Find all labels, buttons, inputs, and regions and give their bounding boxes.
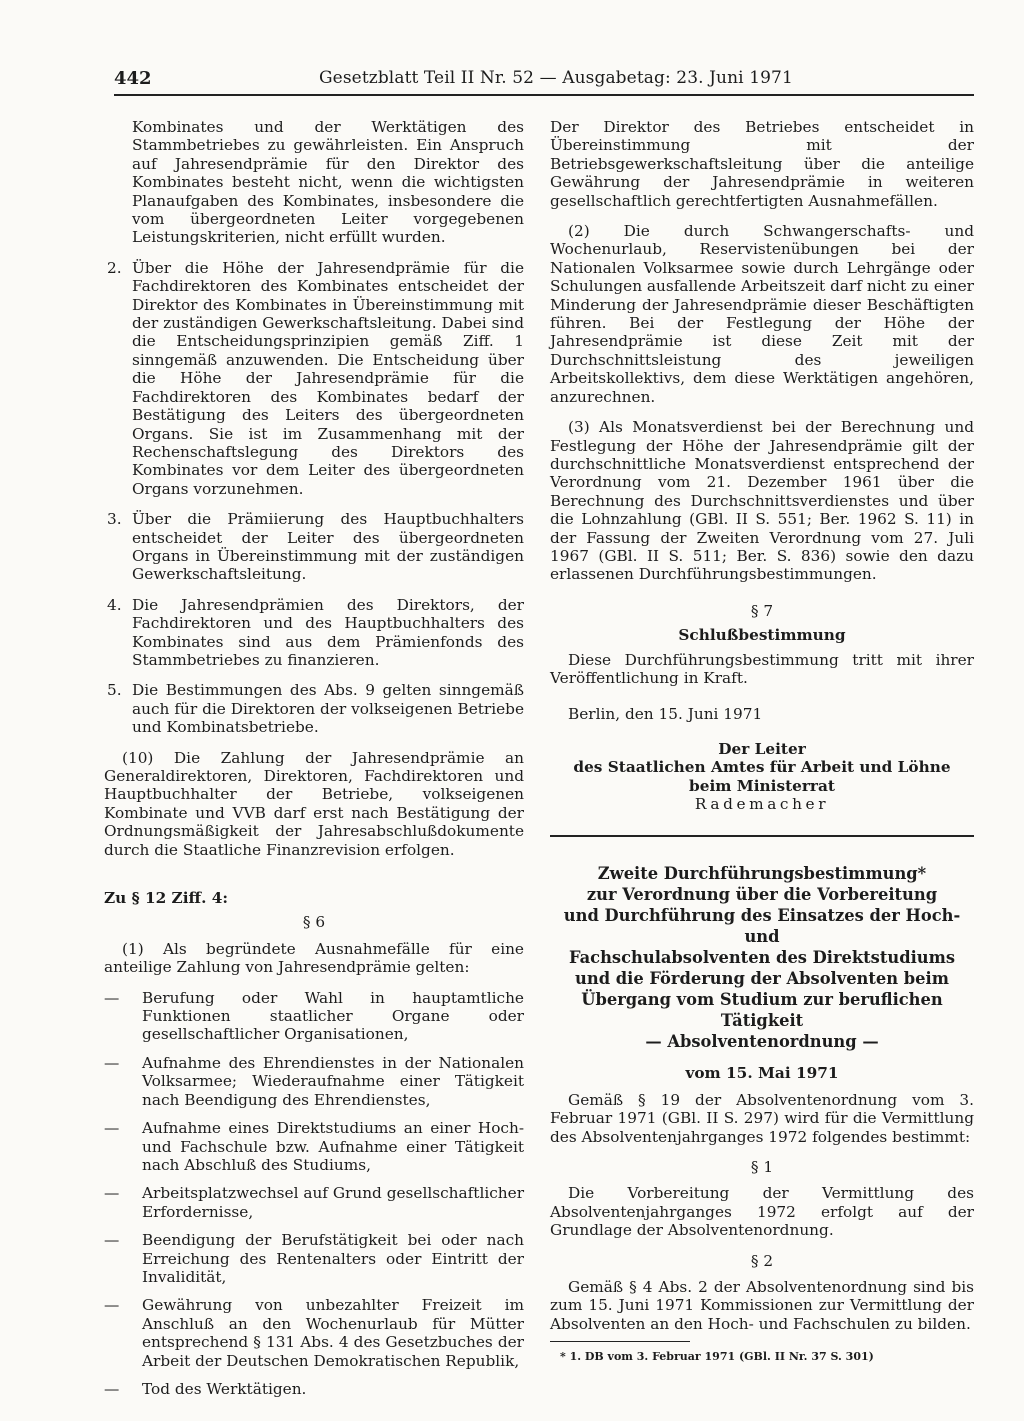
section-1-heading: § 1 bbox=[750, 1158, 774, 1177]
list-item: — Gewährung von unbezahlter Freizeit im Anschluß an den Wochenurlaub für Mütter entsprechend § 131 Abs. 4 des Gesetzbuches der Arbeit der Deutschen Demokratischen Republik, bbox=[104, 1296, 524, 1370]
list-number: 3. bbox=[107, 510, 122, 529]
list-item: — Berufung oder Wahl in hauptamtliche Funktionen staatlicher Organe oder gesellschaftlicher Organisationen, bbox=[104, 988, 524, 1044]
title-line: Zweite Durchführungsbestimmung* bbox=[597, 864, 927, 884]
continued-paragraph: Kombinates und der Werktätigen des Stammbetriebes zu gewährleisten. Ein Anspruch auf Jahresendprämie für den Direktor des Kombinates besteht nicht, wenn die wichtigsten Planaufgaben des Kombinates, insbesondere die vom übergeordneten Leiter vorgegebenen Leistungskriterien, nicht erfüllt wurden. bbox=[132, 118, 524, 247]
footnote: * 1. DB vom 3. Februar 1971 (GBl. II Nr. 37 S. 301) bbox=[560, 1350, 874, 1364]
list-number: 2. bbox=[107, 258, 122, 277]
title-line: Fachschulabsolventen des Direktstudiums bbox=[568, 948, 956, 968]
title-line: und die Förderung der Absolventen beim bbox=[575, 969, 949, 989]
list-text: Aufnahme des Ehrendienstes in der Nationalen Volksarmee; Wiederaufnahme einer Tätigkeit nach Beendigung des Ehrendienstes, bbox=[142, 1053, 524, 1109]
footnote-divider bbox=[550, 1341, 690, 1342]
section-1-text: Die Vorbereitung der Vermittlung des Absolventenjahrganges 1972 erfolgt auf der Grundlage der Absolventenordnung. bbox=[550, 1184, 974, 1240]
list-text: Berufung oder Wahl in hauptamtliche Funktionen staatlicher Organe oder gesellschaftlicher Organisationen, bbox=[142, 988, 524, 1044]
intro-paragraph: Gemäß § 19 der Absolventenordnung vom 3. Februar 1971 (GBl. II S. 297) wird für die Vermittlung des Absolventenjahrganges 1972 folgendes bestimmt: bbox=[550, 1090, 974, 1146]
title-line: und Durchführung des Einsatzes der Hoch- und bbox=[563, 906, 961, 947]
list-text: Die Bestimmungen des Abs. 9 gelten sinngemäß auch für die Direktoren der volkseigenen Betriebe und Kombinatsbetriebe. bbox=[132, 681, 524, 737]
list-item: — Tod des Werktätigen. bbox=[104, 1379, 307, 1398]
signature-block bbox=[550, 740, 974, 795]
section-2-heading: § 2 bbox=[750, 1251, 774, 1270]
section-divider bbox=[550, 835, 974, 837]
document-date: vom 15. Mai 1971 bbox=[685, 1064, 839, 1083]
list-text: Gewährung von unbezahlter Freizeit im Anschluß an den Wochenurlaub für Mütter entsprechend § 131 Abs. 4 des Gesetzbuches der Arbeit der Deutschen Demokratischen Republik, bbox=[142, 1296, 524, 1370]
section-6-paragraph-1: (1) Als begründete Ausnahmefälle für eine anteilige Zahlung von Jahresendprämie gelten: bbox=[104, 939, 524, 977]
paragraph: Der Direktor des Betriebes entscheidet in Übereinstimmung mit der Betriebsgewerkschaftsleitung über die anteilige Gewährung der Jahresendprämie in weiteren gesellschaftlich gerechtfertigten Ausnahmefällen. bbox=[550, 118, 974, 210]
list-item bbox=[104, 596, 524, 670]
page-number: 442 bbox=[114, 68, 152, 89]
paragraph-3: (3) Als Monatsverdienst bei der Berechnung und Festlegung der Höhe der Jahresendprämie gilt der durchschnittliche Monatsverdienst entsprechend der Verordnung vom 21. Dezember 1961 über die Berechnung des Durchschnittsverdienstes und über die Lohnzahlung (GBl. II S. 551; Ber. 1962 S. 11) in der Fassung der Zweiten Verordnung vom 27. Juli 1967 (GBl. II S. 511; Ber. S. 836) sowie den dazu erlassenen Durchführungsbestimmungen. bbox=[550, 418, 974, 584]
header-title: Gesetzblatt Teil II Nr. 52 — Ausgabetag: 23. Juni 1971 bbox=[319, 68, 793, 88]
right-column bbox=[550, 118, 974, 1367]
signature-line: Der Leiter bbox=[718, 739, 806, 758]
list-text: Die Jahresendprämien des Direktors, der Fachdirektoren und des Hauptbuchhalters des Kombinates sind aus dem Prämienfonds des Stammbetriebes zu finanzieren. bbox=[132, 595, 524, 669]
list-text: Arbeitsplatzwechsel auf Grund gesellschaftlicher Erfordernisse, bbox=[142, 1184, 525, 1221]
list-item: — Arbeitsplatzwechsel auf Grund gesellschaftlicher Erfordernisse, bbox=[104, 1184, 525, 1221]
paragraph-10: (10) Die Zahlung der Jahresendprämie an Generaldirektoren, Direktoren, Fachdirektoren und Hauptbuchhalter der Betriebe, volkseigenen Kombinate und VVB darf erst nach Bestätigung der Ordnungsmäßigkeit der Jahresabschlußdokumente durch die Staatliche Finanzrevision erfolgen. bbox=[104, 748, 524, 859]
section-7-text: Diese Durchführungsbestimmung tritt mit ihrer Veröffentlichung in Kraft. bbox=[550, 650, 974, 687]
page-header bbox=[114, 62, 974, 96]
section-7-title: Schlußbestimmung bbox=[678, 626, 846, 645]
list-item: — Beendigung der Berufstätigkeit bei oder nach Erreichung des Rentenalters oder Eintritt der Invalidität, bbox=[104, 1231, 524, 1286]
section-reference: Zu § 12 Ziff. 4: bbox=[104, 889, 229, 908]
section-2-text: Gemäß § 4 Abs. 2 der Absolventenordnung sind bis zum 15. Juni 1971 Kommissionen zur Vermittlung der Absolventen an den Hoch- und Fachschulen zu bilden. bbox=[550, 1278, 974, 1333]
signature-line: beim Ministerrat bbox=[689, 776, 835, 795]
list-number: 5. bbox=[107, 681, 122, 700]
title-line: — Absolventenordnung — bbox=[645, 1032, 879, 1052]
signature-name: Rademacher bbox=[694, 795, 830, 813]
section-7-heading: § 7 bbox=[750, 601, 774, 620]
list-item: — Aufnahme des Ehrendienstes in der Nationalen Volksarmee; Wiederaufnahme einer Tätigkeit nach Beendigung des Ehrendienstes, bbox=[104, 1053, 524, 1109]
list-item: — Aufnahme eines Direktstudiums an einer Hoch- und Fachschule bzw. Aufnahme einer Tätigkeit nach Abschluß des Studiums, bbox=[104, 1119, 524, 1174]
signature-line: des Staatlichen Amtes für Arbeit und Löhne bbox=[573, 758, 951, 777]
list-item bbox=[104, 259, 524, 498]
section-6-heading: § 6 bbox=[302, 913, 326, 932]
list-item bbox=[104, 681, 524, 736]
list-text: Tod des Werktätigen. bbox=[142, 1379, 307, 1398]
list-text: Beendigung der Berufstätigkeit bei oder nach Erreichung des Rentenalters oder Eintritt der Invalidität, bbox=[142, 1231, 524, 1286]
list-text: Über die Höhe der Jahresendprämie für die Fachdirektoren des Kombinates entscheidet der Direktor des Kombinates in Übereinstimmung mit der zuständigen Gewerkschaftsleitung. Dabei sind die Entscheidungsprinzipien gemäß Ziff. 1 sinngemäß anzuwenden. Die Entscheidung über die Höhe der Jahresendprämie für die Fachdirektoren des Kombinates bedarf der Bestätigung des Leiters des übergeordneten Organs. Sie ist im Zusammenhang mit der Rechenschaftslegung des Direktors des Kombinates vor dem Leiter des übergeordneten Organs vorzunehmen. bbox=[132, 258, 524, 498]
paragraph-2: (2) Die durch Schwangerschafts- und Wochenurlaub, Reservistenübungen bei der Nationalen Volksarmee sowie durch Lehrgänge oder Schulungen ausfallende Arbeitszeit darf nicht zu einer Minderung der Jahresendprämie dieser Beschäftigten führen. Bei der Festlegung der Höhe der Jahresendprämie ist diese Zeit mit der Durchschnittsleistung des jeweiligen Arbeitskollektivs, dem diese Werktätigen angehören, anzurechnen. bbox=[550, 222, 974, 406]
place-date: Berlin, den 15. Juni 1971 bbox=[568, 705, 763, 724]
title-line: zur Verordnung über die Vorbereitung bbox=[586, 885, 938, 905]
list-text: Über die Prämiierung des Hauptbuchhalters entscheidet der Leiter des übergeordneten Organs in Übereinstimmung mit der zuständigen Gewerkschaftsleitung. bbox=[132, 510, 524, 584]
list-text: Aufnahme eines Direktstudiums an einer Hoch- und Fachschule bzw. Aufnahme einer Tätigkeit nach Abschluß des Studiums, bbox=[142, 1119, 524, 1174]
list-number: 4. bbox=[107, 595, 122, 614]
left-column bbox=[104, 118, 524, 1408]
document-title bbox=[550, 863, 974, 1052]
title-line: Übergang vom Studium zur beruflichen Tätigkeit bbox=[581, 990, 943, 1031]
list-item bbox=[104, 510, 524, 584]
exception-list bbox=[104, 989, 524, 1399]
